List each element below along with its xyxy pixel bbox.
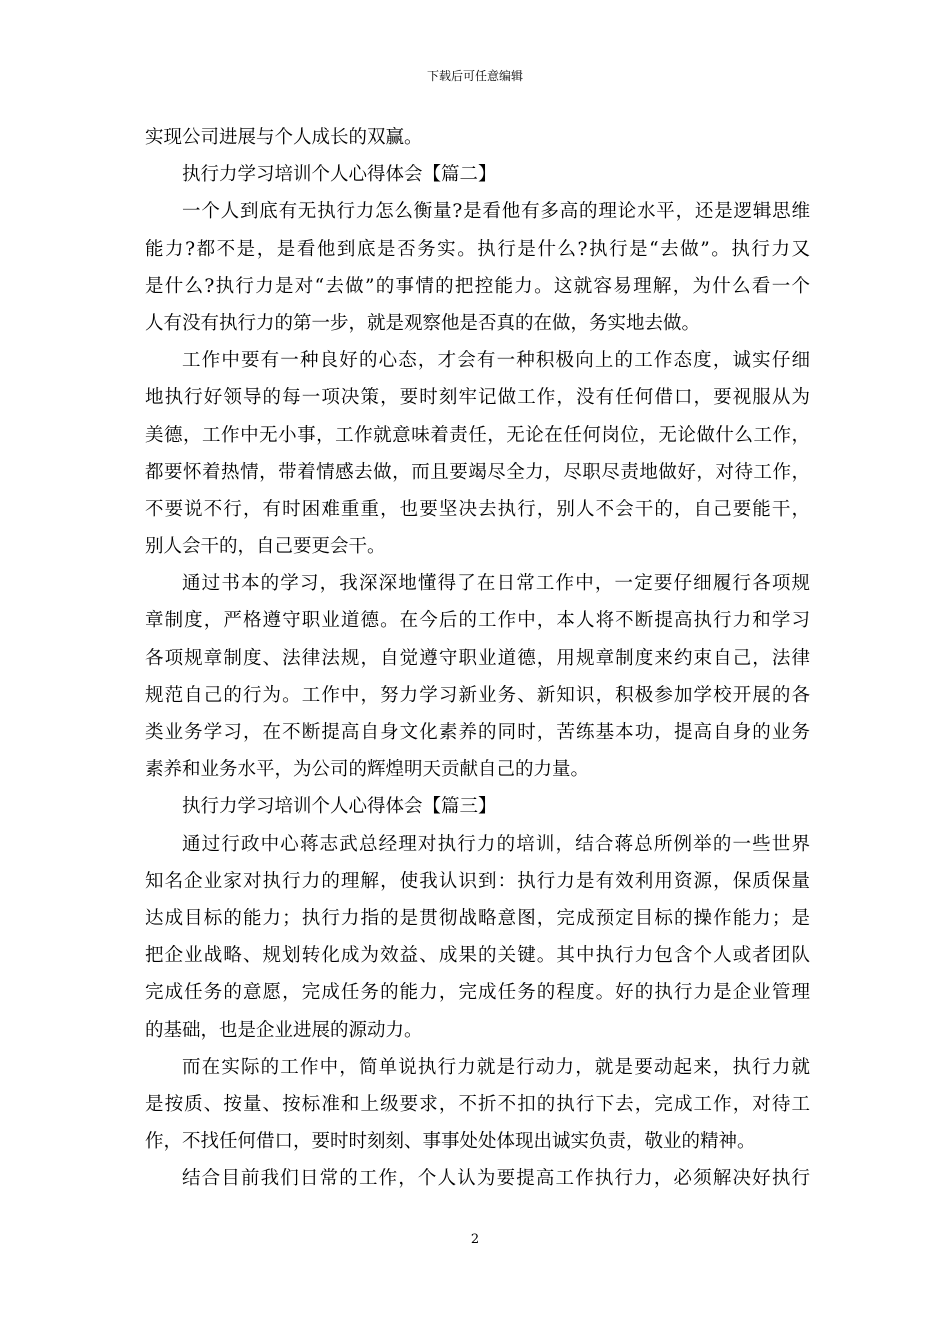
text-line: 通过书本的学习，我深深地懂得了在日常工作中，一定要仔细履行各项规 <box>182 573 810 595</box>
text-line: 把企业战略、规划转化成为效益、成果的关键。其中执行力包含个人或者团队 <box>145 945 810 967</box>
text-line: 类业务学习，在不断提高自身文化素养的同时，苦练基本功，提高自身的业务 <box>145 722 810 743</box>
text-line: 别人会干的，自己要更会干。 <box>145 536 386 558</box>
section-heading: 执行力学习培训个人心得体会【篇三】 <box>182 796 497 818</box>
page-header: 下载后可任意编辑 <box>426 69 523 83</box>
text-line: 章制度，严格遵守职业道德。在今后的工作中，本人将不断提高执行力和学习 <box>145 610 810 632</box>
text-line: 能力?都不是，是看他到底是否务实。执行是什么?执行是“去做”。执行力又 <box>145 238 810 260</box>
text-line: 规范自己的行为。工作中，努力学习新业务、新知识，积极参加学校开展的各 <box>145 684 810 706</box>
text-line: 一个人到底有无执行力怎么衡量?是看他有多高的理论水平，还是逻辑思维 <box>182 201 810 223</box>
text-line: 作，不找任何借口，要时时刻刻、事事处处体现出诚实负责，敬业的精神。 <box>145 1131 756 1153</box>
text-line: 的基础，也是企业进展的源动力。 <box>145 1019 423 1041</box>
text-line: 人有没有执行力的第一步，就是观察他是否真的在做，务实地去做。 <box>145 312 701 334</box>
text-line: 地执行好领导的每一项决策，要时刻牢记做工作，没有任何借口，要视服从为 <box>145 387 810 409</box>
body-text <box>145 119 810 1197</box>
text-line: 是什么?执行力是对“去做”的事情的把控能力。这就容易理解，为什么看一个 <box>145 275 810 297</box>
text-line: 通过行政中心蒋志武总经理对执行力的培训，结合蒋总所例举的一些世界 <box>182 833 810 855</box>
section-heading: 执行力学习培训个人心得体会【篇二】 <box>182 164 497 186</box>
text-line: 结合目前我们日常的工作，个人认为要提高工作执行力，必须解决好执行 <box>182 1168 810 1190</box>
text-line: 达成目标的能力；执行力指的是贯彻战略意图，完成预定目标的操作能力；是 <box>145 907 810 929</box>
page-number: 2 <box>470 1232 480 1247</box>
text-line: 是按质、按量、按标准和上级要求，不折不扣的执行下去，完成工作，对待工 <box>145 1093 810 1115</box>
text-line: 而在实际的工作中，简单说执行力就是行动力，就是要动起来，执行力就 <box>182 1056 810 1078</box>
text-line: 各项规章制度、法律法规，自觉遵守职业道德，用规章制度来约束自己，法律 <box>145 647 810 669</box>
text-line: 都要怀着热情，带着情感去做，而且要竭尽全力，尽职尽责地做好，对待工作， <box>145 461 810 483</box>
text-line: 素养和业务水平，为公司的辉煌明天贡献自己的力量。 <box>145 759 590 781</box>
text-line: 知名企业家对执行力的理解，使我认识到：执行力是有效利用资源，保质保量 <box>145 870 810 892</box>
text-line: 不要说不行，有时困难重重，也要坚决去执行，别人不会干的，自己要能干， <box>145 498 810 520</box>
text-line: 实现公司进展与个人成长的双赢。 <box>145 127 423 148</box>
text-line: 工作中要有一种良好的心态，才会有一种积极向上的工作态度，诚实仔细 <box>182 350 810 372</box>
text-line: 美德，工作中无小事，工作就意味着责任，无论在任何岗位，无论做什么工作， <box>145 424 810 446</box>
text-line: 完成任务的意愿，完成任务的能力，完成任务的程度。好的执行力是企业管理 <box>145 982 810 1004</box>
